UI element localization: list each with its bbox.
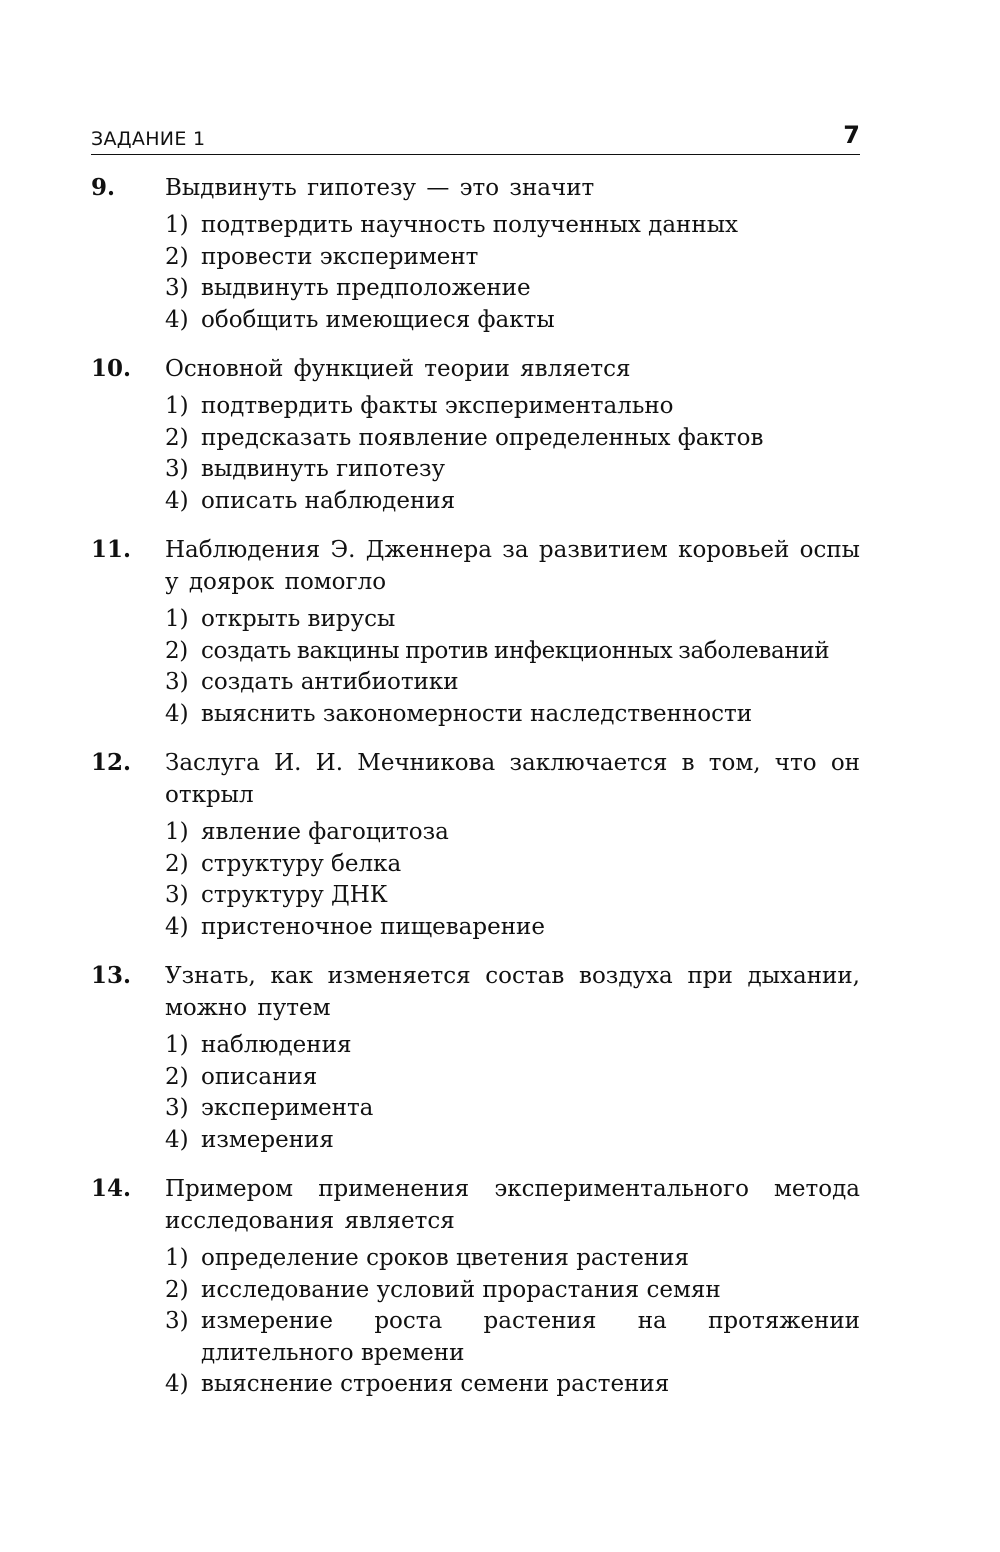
answer-option[interactable]: [165, 849, 860, 881]
answer-options: [91, 604, 860, 730]
question-number: 13.: [91, 962, 132, 989]
option-text: пристеночное пищеварение: [201, 913, 546, 940]
answer-option[interactable]: [165, 699, 860, 731]
answer-option[interactable]: [165, 1369, 860, 1401]
answer-options: [91, 210, 860, 336]
option-text: выяснение строения семени растения: [201, 1371, 670, 1397]
question-13: [91, 960, 860, 1156]
question-stem: [91, 1173, 860, 1237]
answer-option[interactable]: [165, 1306, 860, 1369]
option-number: 2): [165, 850, 189, 877]
option-text: подтвердить факты экспериментально: [201, 393, 674, 419]
option-number: 3): [165, 882, 189, 908]
question-stem: [91, 172, 860, 204]
option-text: выдвинуть гипотезу: [201, 456, 446, 482]
answer-option[interactable]: [165, 604, 860, 636]
option-number: 1): [165, 819, 189, 845]
option-number: 2): [165, 637, 188, 664]
option-text: исследование условий прорастания семян: [201, 1276, 721, 1303]
option-text: эксперимента: [201, 1095, 374, 1121]
page-number: 7: [843, 121, 860, 149]
option-number: 4): [165, 913, 189, 940]
option-text: создать антибиотики: [201, 669, 459, 695]
question-number: 11.: [91, 536, 132, 563]
option-text: структуру белка: [201, 850, 402, 877]
option-number: 3): [165, 275, 189, 301]
option-number: 4): [165, 487, 189, 514]
question-number: 10.: [91, 355, 132, 382]
section-title: ЗАДАНИЕ 1: [91, 128, 206, 150]
option-number: 2): [165, 1276, 189, 1303]
option-text: явление фагоцитоза: [201, 819, 449, 845]
option-text: открыть вирусы: [201, 606, 396, 632]
answer-option[interactable]: [165, 1062, 860, 1094]
option-text: определение сроков цветения растения: [201, 1245, 690, 1271]
question-text: Заслуга И. И. Мечникова заключается в том, что он открыл: [165, 750, 860, 808]
question-text: Основной функцией теории является: [165, 356, 631, 382]
option-text: описать наблюдения: [201, 487, 456, 514]
question-stem: [91, 353, 860, 385]
option-number: 1): [165, 606, 189, 632]
page-header: [91, 122, 860, 155]
option-text: провести эксперимент: [201, 243, 479, 270]
option-number: 4): [165, 1371, 189, 1397]
option-text: выдвинуть предположение: [201, 275, 531, 301]
option-text: наблюдения: [201, 1032, 352, 1058]
option-number: 4): [165, 306, 189, 333]
option-text: измерения: [201, 1126, 334, 1153]
option-number: 1): [165, 1032, 189, 1058]
answer-option[interactable]: [165, 305, 860, 337]
question-text: Примером применения экспериментального метода исследования является: [165, 1176, 860, 1234]
option-number: 1): [165, 393, 189, 419]
answer-option[interactable]: [165, 1030, 860, 1062]
option-text: создать вакцины против инфекционных заболеваний: [201, 637, 830, 664]
option-text: выяснить закономерности наследственности: [201, 700, 753, 727]
question-9: [91, 172, 860, 336]
question-number: 12.: [91, 749, 132, 776]
question-number: 14.: [91, 1175, 132, 1202]
answer-option[interactable]: [165, 1275, 860, 1307]
option-number: 2): [165, 424, 189, 451]
option-text: структуру ДНК: [201, 882, 388, 908]
question-12: [91, 747, 860, 943]
question-text: Узнать, как изменяется состав воздуха при дыхании, можно путем: [165, 963, 860, 1021]
question-stem: [91, 534, 860, 598]
option-number: 3): [165, 456, 189, 482]
question-10: [91, 353, 860, 517]
option-number: 4): [165, 700, 189, 727]
question-text: Наблюдения Э. Дженнера за развитием коровьей оспы у доярок помогло: [165, 537, 860, 595]
question-stem: [91, 960, 860, 1024]
answer-option[interactable]: [165, 486, 860, 518]
answer-option[interactable]: [165, 667, 860, 699]
answer-option[interactable]: [165, 273, 860, 305]
answer-option[interactable]: [165, 1125, 860, 1157]
answer-option[interactable]: [165, 242, 860, 274]
answer-options: [91, 391, 860, 517]
answer-options: [91, 1243, 860, 1401]
question-list: [91, 172, 860, 1418]
answer-options: [91, 1030, 860, 1156]
question-14: [91, 1173, 860, 1401]
answer-option[interactable]: [165, 1243, 860, 1275]
question-11: [91, 534, 860, 730]
question-text: Выдвинуть гипотезу — это значит: [165, 175, 595, 201]
option-number: 1): [165, 1245, 189, 1271]
option-number: 4): [165, 1126, 189, 1153]
answer-option[interactable]: [165, 880, 860, 912]
answer-options: [91, 817, 860, 943]
option-number: 2): [165, 243, 189, 270]
answer-option[interactable]: [165, 210, 860, 242]
option-number: 3): [165, 669, 189, 695]
answer-option[interactable]: [165, 454, 860, 486]
option-text: предсказать появление определенных фактов: [201, 424, 764, 451]
option-number: 2): [165, 1063, 189, 1090]
answer-option[interactable]: [165, 423, 860, 455]
answer-option[interactable]: [165, 817, 860, 849]
answer-option[interactable]: [165, 1093, 860, 1125]
option-text: подтвердить научность полученных данных: [201, 212, 738, 238]
question-number: 9.: [91, 174, 116, 201]
option-number: 1): [165, 212, 189, 238]
option-number: 3): [165, 1308, 189, 1334]
option-text: обобщить имеющиеся факты: [201, 306, 555, 333]
option-number: 3): [165, 1095, 189, 1121]
answer-option[interactable]: [165, 391, 860, 423]
option-text: описания: [201, 1063, 318, 1090]
answer-option[interactable]: [165, 636, 860, 668]
answer-option[interactable]: [165, 912, 860, 944]
option-text: измерение роста растения на протяжении длительного времени: [201, 1308, 860, 1366]
question-stem: [91, 747, 860, 811]
